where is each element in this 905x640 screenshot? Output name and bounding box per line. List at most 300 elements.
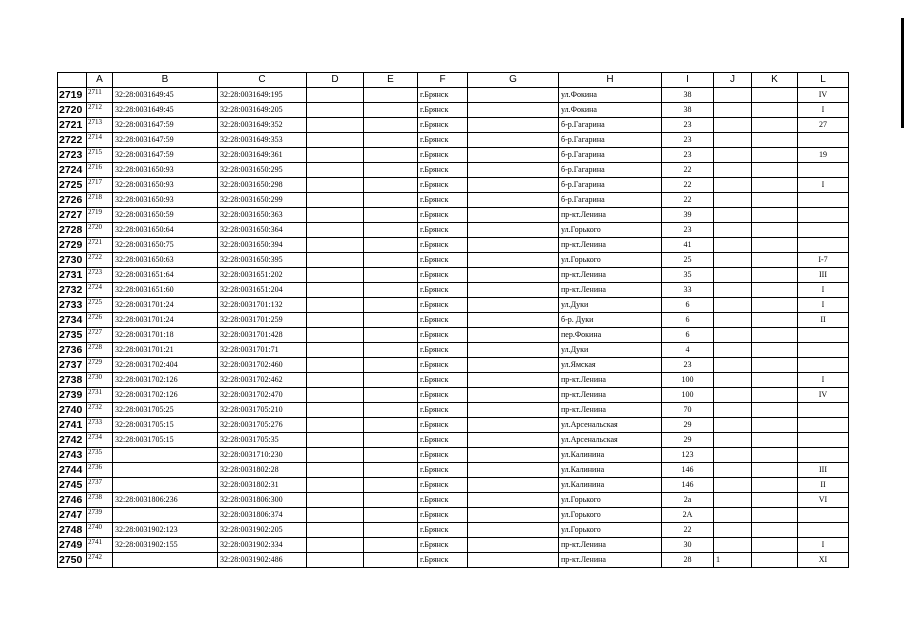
- col-c-cell[interactable]: 32:28:0031806:300: [218, 493, 307, 508]
- col-g-cell[interactable]: [468, 163, 559, 178]
- row-number[interactable]: 2720: [58, 103, 87, 118]
- col-g-cell[interactable]: [468, 283, 559, 298]
- col-j-cell[interactable]: 1: [714, 553, 752, 568]
- col-i-cell[interactable]: 6: [662, 298, 714, 313]
- col-e-cell[interactable]: [364, 358, 418, 373]
- col-l-cell[interactable]: I: [798, 103, 849, 118]
- col-k-cell[interactable]: [752, 463, 798, 478]
- col-b-cell[interactable]: 32:28:0031649:45: [113, 88, 218, 103]
- col-f-cell[interactable]: г.Брянск: [418, 388, 468, 403]
- col-a-cell[interactable]: 2738: [87, 493, 113, 508]
- col-k-cell[interactable]: [752, 418, 798, 433]
- col-j-cell[interactable]: [714, 208, 752, 223]
- col-f-cell[interactable]: г.Брянск: [418, 298, 468, 313]
- col-a-cell[interactable]: 2734: [87, 433, 113, 448]
- row-number[interactable]: 2724: [58, 163, 87, 178]
- col-k-cell[interactable]: [752, 403, 798, 418]
- col-c-cell[interactable]: 32:28:0031649:205: [218, 103, 307, 118]
- row-number[interactable]: 2744: [58, 463, 87, 478]
- col-i-cell[interactable]: 38: [662, 88, 714, 103]
- col-j-cell[interactable]: [714, 133, 752, 148]
- col-c-cell[interactable]: 32:28:0031650:299: [218, 193, 307, 208]
- col-f-cell[interactable]: г.Брянск: [418, 553, 468, 568]
- col-g-cell[interactable]: [468, 448, 559, 463]
- col-c-cell[interactable]: 32:28:0031649:353: [218, 133, 307, 148]
- col-k-cell[interactable]: [752, 448, 798, 463]
- col-f-cell[interactable]: г.Брянск: [418, 523, 468, 538]
- col-i-cell[interactable]: 23: [662, 118, 714, 133]
- col-j-cell[interactable]: [714, 313, 752, 328]
- col-h-cell[interactable]: пр-кт.Ленина: [559, 403, 662, 418]
- col-l-cell[interactable]: [798, 208, 849, 223]
- col-a-cell[interactable]: 2720: [87, 223, 113, 238]
- col-b-cell[interactable]: 32:28:0031650:93: [113, 163, 218, 178]
- col-d-cell[interactable]: [307, 223, 364, 238]
- col-i-cell[interactable]: 29: [662, 433, 714, 448]
- col-d-cell[interactable]: [307, 463, 364, 478]
- col-c-cell[interactable]: 32:28:0031701:71: [218, 343, 307, 358]
- col-j-cell[interactable]: [714, 193, 752, 208]
- col-c-cell[interactable]: 32:28:0031650:363: [218, 208, 307, 223]
- col-g-cell[interactable]: [468, 88, 559, 103]
- col-f-cell[interactable]: г.Брянск: [418, 178, 468, 193]
- col-f-cell[interactable]: г.Брянск: [418, 538, 468, 553]
- col-g-cell[interactable]: [468, 343, 559, 358]
- col-b-cell[interactable]: [113, 553, 218, 568]
- col-g-cell[interactable]: [468, 358, 559, 373]
- col-k-cell[interactable]: [752, 433, 798, 448]
- col-b-cell[interactable]: 32:28:0031649:45: [113, 103, 218, 118]
- col-h-cell[interactable]: пр-кт.Ленина: [559, 238, 662, 253]
- col-c-cell[interactable]: 32:28:0031701:132: [218, 298, 307, 313]
- column-header-b[interactable]: B: [113, 73, 218, 88]
- col-i-cell[interactable]: 6: [662, 328, 714, 343]
- col-a-cell[interactable]: 2737: [87, 478, 113, 493]
- col-j-cell[interactable]: [714, 403, 752, 418]
- col-l-cell[interactable]: I: [798, 538, 849, 553]
- column-header-c[interactable]: C: [218, 73, 307, 88]
- col-i-cell[interactable]: 146: [662, 478, 714, 493]
- col-a-cell[interactable]: 2736: [87, 463, 113, 478]
- col-a-cell[interactable]: 2742: [87, 553, 113, 568]
- col-e-cell[interactable]: [364, 118, 418, 133]
- col-d-cell[interactable]: [307, 538, 364, 553]
- col-i-cell[interactable]: 100: [662, 373, 714, 388]
- col-d-cell[interactable]: [307, 388, 364, 403]
- col-f-cell[interactable]: г.Брянск: [418, 208, 468, 223]
- col-h-cell[interactable]: б-р.Гагарина: [559, 118, 662, 133]
- col-c-cell[interactable]: 32:28:0031650:298: [218, 178, 307, 193]
- col-g-cell[interactable]: [468, 508, 559, 523]
- col-l-cell[interactable]: II: [798, 313, 849, 328]
- col-d-cell[interactable]: [307, 508, 364, 523]
- col-i-cell[interactable]: 41: [662, 238, 714, 253]
- col-g-cell[interactable]: [468, 253, 559, 268]
- col-h-cell[interactable]: ул.Горького: [559, 253, 662, 268]
- row-number[interactable]: 2741: [58, 418, 87, 433]
- col-g-cell[interactable]: [468, 208, 559, 223]
- col-j-cell[interactable]: [714, 538, 752, 553]
- col-k-cell[interactable]: [752, 238, 798, 253]
- col-e-cell[interactable]: [364, 478, 418, 493]
- col-d-cell[interactable]: [307, 268, 364, 283]
- col-j-cell[interactable]: [714, 238, 752, 253]
- col-l-cell[interactable]: [798, 133, 849, 148]
- col-l-cell[interactable]: III: [798, 268, 849, 283]
- col-i-cell[interactable]: 28: [662, 553, 714, 568]
- col-c-cell[interactable]: 32:28:0031649:361: [218, 148, 307, 163]
- col-h-cell[interactable]: пр-кт.Ленина: [559, 373, 662, 388]
- col-i-cell[interactable]: 23: [662, 223, 714, 238]
- col-k-cell[interactable]: [752, 283, 798, 298]
- col-d-cell[interactable]: [307, 328, 364, 343]
- col-e-cell[interactable]: [364, 88, 418, 103]
- col-c-cell[interactable]: 32:28:0031650:394: [218, 238, 307, 253]
- col-i-cell[interactable]: 2А: [662, 508, 714, 523]
- col-h-cell[interactable]: пр-кт.Ленина: [559, 553, 662, 568]
- col-b-cell[interactable]: 32:28:0031650:64: [113, 223, 218, 238]
- col-b-cell[interactable]: 32:28:0031702:126: [113, 373, 218, 388]
- col-d-cell[interactable]: [307, 553, 364, 568]
- col-i-cell[interactable]: 35: [662, 268, 714, 283]
- col-h-cell[interactable]: ул.Горького: [559, 508, 662, 523]
- col-k-cell[interactable]: [752, 523, 798, 538]
- col-k-cell[interactable]: [752, 268, 798, 283]
- col-e-cell[interactable]: [364, 163, 418, 178]
- col-c-cell[interactable]: 32:28:0031649:352: [218, 118, 307, 133]
- col-l-cell[interactable]: [798, 193, 849, 208]
- col-c-cell[interactable]: 32:28:0031705:35: [218, 433, 307, 448]
- col-a-cell[interactable]: 2714: [87, 133, 113, 148]
- col-f-cell[interactable]: г.Брянск: [418, 313, 468, 328]
- col-e-cell[interactable]: [364, 448, 418, 463]
- row-number[interactable]: 2739: [58, 388, 87, 403]
- col-a-cell[interactable]: 2730: [87, 373, 113, 388]
- col-h-cell[interactable]: б-р. Дуки: [559, 313, 662, 328]
- row-number[interactable]: 2750: [58, 553, 87, 568]
- col-e-cell[interactable]: [364, 463, 418, 478]
- row-number[interactable]: 2740: [58, 403, 87, 418]
- col-h-cell[interactable]: б-р.Гагарина: [559, 163, 662, 178]
- col-k-cell[interactable]: [752, 163, 798, 178]
- col-d-cell[interactable]: [307, 403, 364, 418]
- col-c-cell[interactable]: 32:28:0031710:230: [218, 448, 307, 463]
- col-i-cell[interactable]: 4: [662, 343, 714, 358]
- col-b-cell[interactable]: [113, 463, 218, 478]
- col-c-cell[interactable]: 32:28:0031650:295: [218, 163, 307, 178]
- col-d-cell[interactable]: [307, 133, 364, 148]
- col-e-cell[interactable]: [364, 493, 418, 508]
- col-g-cell[interactable]: [468, 178, 559, 193]
- col-l-cell[interactable]: [798, 403, 849, 418]
- col-f-cell[interactable]: г.Брянск: [418, 193, 468, 208]
- col-l-cell[interactable]: [798, 523, 849, 538]
- col-h-cell[interactable]: ул.Ямская: [559, 358, 662, 373]
- col-h-cell[interactable]: ул.Калинина: [559, 448, 662, 463]
- col-g-cell[interactable]: [468, 418, 559, 433]
- col-c-cell[interactable]: 32:28:0031705:210: [218, 403, 307, 418]
- col-a-cell[interactable]: 2724: [87, 283, 113, 298]
- col-a-cell[interactable]: 2725: [87, 298, 113, 313]
- col-h-cell[interactable]: б-р.Гагарина: [559, 193, 662, 208]
- col-a-cell[interactable]: 2717: [87, 178, 113, 193]
- col-j-cell[interactable]: [714, 508, 752, 523]
- col-g-cell[interactable]: [468, 223, 559, 238]
- col-a-cell[interactable]: 2726: [87, 313, 113, 328]
- column-header-l[interactable]: L: [798, 73, 849, 88]
- col-f-cell[interactable]: г.Брянск: [418, 223, 468, 238]
- col-l-cell[interactable]: [798, 328, 849, 343]
- col-h-cell[interactable]: пер.Фокина: [559, 328, 662, 343]
- col-a-cell[interactable]: 2728: [87, 343, 113, 358]
- col-f-cell[interactable]: г.Брянск: [418, 508, 468, 523]
- col-d-cell[interactable]: [307, 523, 364, 538]
- col-b-cell[interactable]: 32:28:0031705:15: [113, 433, 218, 448]
- col-h-cell[interactable]: ул.Фокина: [559, 103, 662, 118]
- col-b-cell[interactable]: 32:28:0031702:404: [113, 358, 218, 373]
- column-header-a[interactable]: A: [87, 73, 113, 88]
- col-g-cell[interactable]: [468, 298, 559, 313]
- col-a-cell[interactable]: 2716: [87, 163, 113, 178]
- col-e-cell[interactable]: [364, 283, 418, 298]
- col-g-cell[interactable]: [468, 313, 559, 328]
- col-b-cell[interactable]: 32:28:0031650:93: [113, 178, 218, 193]
- col-c-cell[interactable]: 32:28:0031902:334: [218, 538, 307, 553]
- row-number[interactable]: 2722: [58, 133, 87, 148]
- col-a-cell[interactable]: 2740: [87, 523, 113, 538]
- col-b-cell[interactable]: 32:28:0031651:64: [113, 268, 218, 283]
- col-j-cell[interactable]: [714, 418, 752, 433]
- col-d-cell[interactable]: [307, 493, 364, 508]
- col-i-cell[interactable]: 25: [662, 253, 714, 268]
- col-g-cell[interactable]: [468, 403, 559, 418]
- col-b-cell[interactable]: 32:28:0031701:24: [113, 313, 218, 328]
- col-a-cell[interactable]: 2741: [87, 538, 113, 553]
- col-k-cell[interactable]: [752, 88, 798, 103]
- col-d-cell[interactable]: [307, 103, 364, 118]
- col-l-cell[interactable]: [798, 223, 849, 238]
- row-number[interactable]: 2726: [58, 193, 87, 208]
- col-j-cell[interactable]: [714, 118, 752, 133]
- col-g-cell[interactable]: [468, 193, 559, 208]
- col-k-cell[interactable]: [752, 553, 798, 568]
- col-e-cell[interactable]: [364, 508, 418, 523]
- row-number[interactable]: 2735: [58, 328, 87, 343]
- col-e-cell[interactable]: [364, 178, 418, 193]
- col-j-cell[interactable]: [714, 358, 752, 373]
- col-j-cell[interactable]: [714, 523, 752, 538]
- col-l-cell[interactable]: [798, 448, 849, 463]
- col-a-cell[interactable]: 2731: [87, 388, 113, 403]
- col-g-cell[interactable]: [468, 478, 559, 493]
- col-d-cell[interactable]: [307, 358, 364, 373]
- column-header-i[interactable]: I: [662, 73, 714, 88]
- col-a-cell[interactable]: 2735: [87, 448, 113, 463]
- col-j-cell[interactable]: [714, 493, 752, 508]
- col-e-cell[interactable]: [364, 208, 418, 223]
- col-g-cell[interactable]: [468, 493, 559, 508]
- col-k-cell[interactable]: [752, 133, 798, 148]
- col-c-cell[interactable]: 32:28:0031701:428: [218, 328, 307, 343]
- col-d-cell[interactable]: [307, 193, 364, 208]
- col-f-cell[interactable]: г.Брянск: [418, 433, 468, 448]
- row-number[interactable]: 2723: [58, 148, 87, 163]
- col-j-cell[interactable]: [714, 268, 752, 283]
- col-j-cell[interactable]: [714, 298, 752, 313]
- col-e-cell[interactable]: [364, 313, 418, 328]
- col-h-cell[interactable]: пр-кт.Ленина: [559, 208, 662, 223]
- col-f-cell[interactable]: г.Брянск: [418, 88, 468, 103]
- col-h-cell[interactable]: ул.Горького: [559, 523, 662, 538]
- row-number[interactable]: 2719: [58, 88, 87, 103]
- col-g-cell[interactable]: [468, 553, 559, 568]
- col-f-cell[interactable]: г.Брянск: [418, 463, 468, 478]
- col-a-cell[interactable]: 2723: [87, 268, 113, 283]
- col-c-cell[interactable]: 32:28:0031702:460: [218, 358, 307, 373]
- col-l-cell[interactable]: [798, 508, 849, 523]
- col-i-cell[interactable]: 23: [662, 148, 714, 163]
- col-b-cell[interactable]: 32:28:0031647:59: [113, 148, 218, 163]
- col-a-cell[interactable]: 2727: [87, 328, 113, 343]
- col-f-cell[interactable]: г.Брянск: [418, 448, 468, 463]
- col-f-cell[interactable]: г.Брянск: [418, 358, 468, 373]
- column-header-e[interactable]: E: [364, 73, 418, 88]
- col-g-cell[interactable]: [468, 523, 559, 538]
- col-a-cell[interactable]: 2732: [87, 403, 113, 418]
- col-l-cell[interactable]: I: [798, 178, 849, 193]
- col-i-cell[interactable]: 29: [662, 418, 714, 433]
- col-k-cell[interactable]: [752, 118, 798, 133]
- col-b-cell[interactable]: 32:28:0031705:15: [113, 418, 218, 433]
- col-k-cell[interactable]: [752, 208, 798, 223]
- col-c-cell[interactable]: 32:28:0031702:470: [218, 388, 307, 403]
- col-e-cell[interactable]: [364, 373, 418, 388]
- col-f-cell[interactable]: г.Брянск: [418, 343, 468, 358]
- col-d-cell[interactable]: [307, 208, 364, 223]
- col-g-cell[interactable]: [468, 238, 559, 253]
- col-c-cell[interactable]: 32:28:0031802:28: [218, 463, 307, 478]
- col-k-cell[interactable]: [752, 193, 798, 208]
- col-j-cell[interactable]: [714, 463, 752, 478]
- row-number[interactable]: 2721: [58, 118, 87, 133]
- row-number[interactable]: 2733: [58, 298, 87, 313]
- col-f-cell[interactable]: г.Брянск: [418, 493, 468, 508]
- col-l-cell[interactable]: 19: [798, 148, 849, 163]
- col-h-cell[interactable]: ул.Горького: [559, 493, 662, 508]
- col-e-cell[interactable]: [364, 268, 418, 283]
- col-k-cell[interactable]: [752, 358, 798, 373]
- col-k-cell[interactable]: [752, 178, 798, 193]
- col-c-cell[interactable]: 32:28:0031902:486: [218, 553, 307, 568]
- col-b-cell[interactable]: [113, 448, 218, 463]
- col-h-cell[interactable]: ул.Арсенальская: [559, 433, 662, 448]
- row-number[interactable]: 2738: [58, 373, 87, 388]
- col-b-cell[interactable]: 32:28:0031650:75: [113, 238, 218, 253]
- col-l-cell[interactable]: 27: [798, 118, 849, 133]
- col-a-cell[interactable]: 2711: [87, 88, 113, 103]
- col-e-cell[interactable]: [364, 133, 418, 148]
- row-number[interactable]: 2732: [58, 283, 87, 298]
- col-k-cell[interactable]: [752, 223, 798, 238]
- col-d-cell[interactable]: [307, 148, 364, 163]
- col-d-cell[interactable]: [307, 343, 364, 358]
- col-h-cell[interactable]: ул.Горького: [559, 223, 662, 238]
- col-e-cell[interactable]: [364, 253, 418, 268]
- col-j-cell[interactable]: [714, 148, 752, 163]
- col-g-cell[interactable]: [468, 328, 559, 343]
- col-b-cell[interactable]: 32:28:0031650:93: [113, 193, 218, 208]
- row-number[interactable]: 2731: [58, 268, 87, 283]
- col-i-cell[interactable]: 30: [662, 538, 714, 553]
- col-d-cell[interactable]: [307, 313, 364, 328]
- col-f-cell[interactable]: г.Брянск: [418, 133, 468, 148]
- col-i-cell[interactable]: 6: [662, 313, 714, 328]
- col-l-cell[interactable]: VI: [798, 493, 849, 508]
- col-k-cell[interactable]: [752, 343, 798, 358]
- col-c-cell[interactable]: 32:28:0031806:374: [218, 508, 307, 523]
- col-j-cell[interactable]: [714, 223, 752, 238]
- col-k-cell[interactable]: [752, 373, 798, 388]
- row-number[interactable]: 2745: [58, 478, 87, 493]
- col-l-cell[interactable]: I-7: [798, 253, 849, 268]
- col-b-cell[interactable]: 32:28:0031701:21: [113, 343, 218, 358]
- col-i-cell[interactable]: 39: [662, 208, 714, 223]
- col-i-cell[interactable]: 22: [662, 178, 714, 193]
- col-l-cell[interactable]: IV: [798, 88, 849, 103]
- col-g-cell[interactable]: [468, 118, 559, 133]
- col-b-cell[interactable]: 32:28:0031651:60: [113, 283, 218, 298]
- col-e-cell[interactable]: [364, 103, 418, 118]
- col-g-cell[interactable]: [468, 148, 559, 163]
- col-h-cell[interactable]: ул.Фокина: [559, 88, 662, 103]
- corner-header[interactable]: [58, 73, 87, 88]
- col-g-cell[interactable]: [468, 538, 559, 553]
- col-j-cell[interactable]: [714, 253, 752, 268]
- col-j-cell[interactable]: [714, 178, 752, 193]
- col-e-cell[interactable]: [364, 433, 418, 448]
- col-j-cell[interactable]: [714, 88, 752, 103]
- col-f-cell[interactable]: г.Брянск: [418, 418, 468, 433]
- col-f-cell[interactable]: г.Брянск: [418, 253, 468, 268]
- row-number[interactable]: 2729: [58, 238, 87, 253]
- col-g-cell[interactable]: [468, 373, 559, 388]
- col-d-cell[interactable]: [307, 448, 364, 463]
- col-k-cell[interactable]: [752, 493, 798, 508]
- col-l-cell[interactable]: [798, 163, 849, 178]
- col-a-cell[interactable]: 2713: [87, 118, 113, 133]
- col-k-cell[interactable]: [752, 328, 798, 343]
- col-k-cell[interactable]: [752, 298, 798, 313]
- col-i-cell[interactable]: 146: [662, 463, 714, 478]
- col-l-cell[interactable]: IV: [798, 388, 849, 403]
- col-l-cell[interactable]: [798, 343, 849, 358]
- col-c-cell[interactable]: 32:28:0031651:202: [218, 268, 307, 283]
- col-d-cell[interactable]: [307, 373, 364, 388]
- col-d-cell[interactable]: [307, 478, 364, 493]
- col-a-cell[interactable]: 2733: [87, 418, 113, 433]
- col-k-cell[interactable]: [752, 538, 798, 553]
- col-d-cell[interactable]: [307, 163, 364, 178]
- col-l-cell[interactable]: II: [798, 478, 849, 493]
- col-h-cell[interactable]: пр-кт.Ленина: [559, 283, 662, 298]
- col-e-cell[interactable]: [364, 343, 418, 358]
- col-k-cell[interactable]: [752, 148, 798, 163]
- col-d-cell[interactable]: [307, 433, 364, 448]
- col-j-cell[interactable]: [714, 163, 752, 178]
- col-a-cell[interactable]: 2715: [87, 148, 113, 163]
- col-i-cell[interactable]: 33: [662, 283, 714, 298]
- col-d-cell[interactable]: [307, 118, 364, 133]
